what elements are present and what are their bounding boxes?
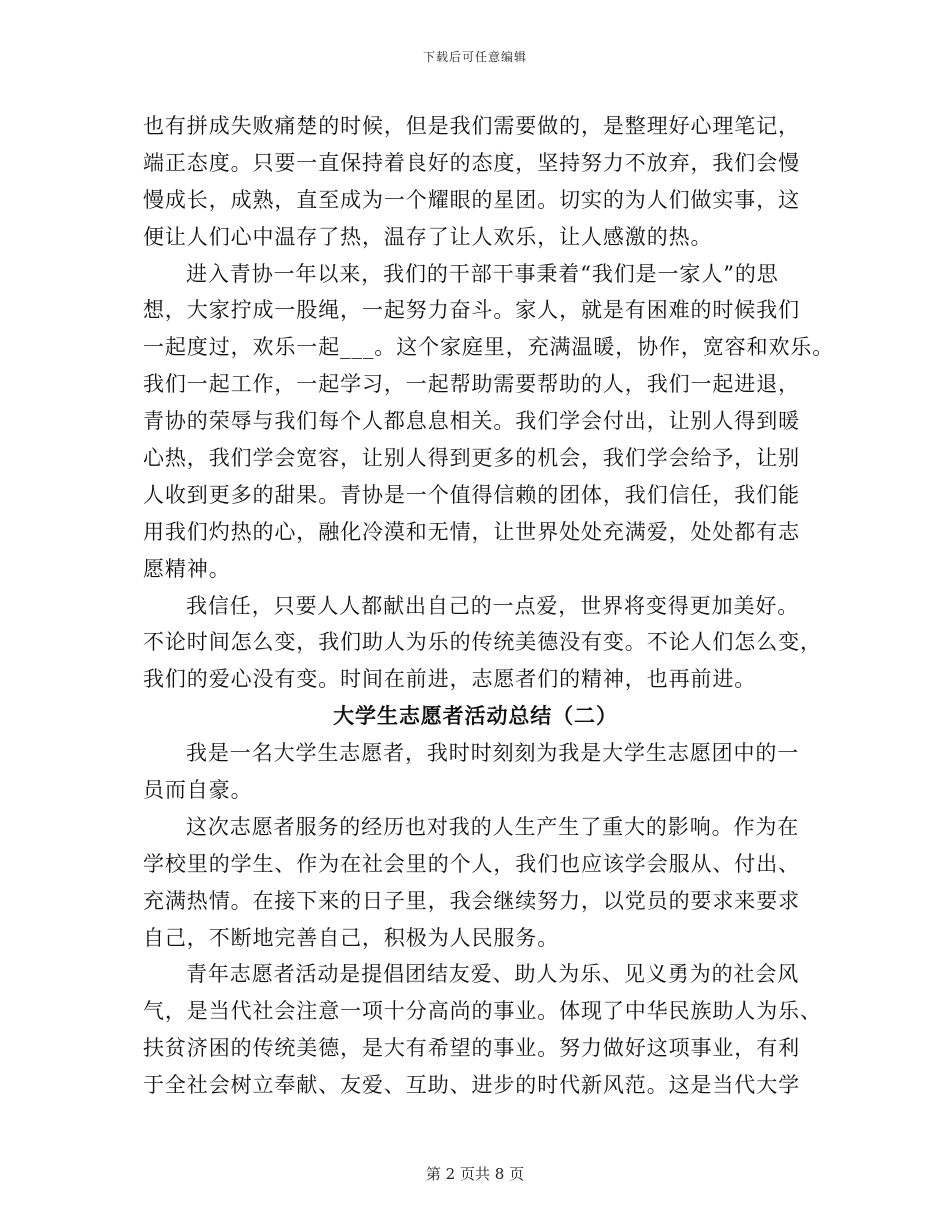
text-line: 一起度过，欢乐一起___。这个家庭里，充满温暖，协作，宽容和欢乐。: [143, 335, 835, 360]
text-line: 气，是当代社会注意一项十分高尚的事业。体现了中华民族助人为乐、: [143, 999, 822, 1024]
text-line: 用我们灼热的心，融化冷漠和无情，让世界处处充满爱，处处都有志: [143, 519, 800, 544]
text-line: 充满热情。在接下来的日子里，我会继续努力，以党员的要求来要求: [143, 888, 800, 913]
page-header: 下载后可任意编辑: [422, 50, 527, 64]
page-footer: 第 2 页共 8 页: [425, 1165, 525, 1183]
text-line: 自己，不断地完善自己，积极为人民服务。: [143, 925, 560, 950]
text-line: 这次志愿者服务的经历也对我的人生产生了重大的影响。作为在: [186, 814, 800, 839]
text-line: 不论时间怎么变，我们助人为乐的传统美德没有变。不论人们怎么变，: [143, 630, 822, 655]
text-line: 青年志愿者活动是提倡团结友爱、助人为乐、见义勇为的社会风: [186, 962, 800, 987]
text-line: 端正态度。只要一直保持着良好的态度，坚持努力不放弃，我们会慢: [143, 150, 800, 175]
section-heading: 大学生志愿者活动总结（二）: [333, 703, 618, 729]
text-line: 员而自豪。: [143, 778, 253, 803]
text-line: 学校里的学生、作为在社会里的个人，我们也应该学会服从、付出、: [143, 851, 800, 876]
text-line: 扶贫济困的传统美德，是大有希望的事业。努力做好这项事业，有利: [143, 1036, 800, 1061]
text-line: 于全社会树立奉献、友爱、互助、进步的时代新风范。这是当代大学: [143, 1073, 800, 1098]
text-line: 慢成长，成熟，直至成为一个耀眼的星团。切实的为人们做实事，这: [143, 187, 800, 212]
text-line: 心热，我们学会宽容，让别人得到更多的机会，我们学会给予，让别: [143, 446, 800, 471]
document-body: [143, 108, 835, 1104]
text-line: 愿精神。: [143, 556, 231, 581]
text-line: 便让人们心中温存了热，温存了让人欢乐，让人感激的热。: [143, 224, 713, 249]
text-line: 也有拼成失败痛楚的时候，但是我们需要做的，是整理好心理笔记，: [143, 114, 800, 138]
text-line: 进入青协一年以来，我们的干部干事秉着“我们是一家人”的思: [186, 261, 779, 286]
text-line: 我信任，只要人人都献出自己的一点爱，世界将变得更加美好。: [186, 593, 800, 618]
text-line: 青协的荣辱与我们每个人都息息相关。我们学会付出，让别人得到暖: [143, 409, 800, 434]
text-line: 想，大家拧成一股绳，一起努力奋斗。家人，就是有困难的时候我们: [143, 298, 800, 323]
text-line: 我是一名大学生志愿者，我时时刻刻为我是大学生志愿团中的一: [186, 741, 800, 766]
text-line: 人收到更多的甜果。青协是一个值得信赖的团体，我们信任，我们能: [143, 482, 800, 507]
text-line: 我们的爱心没有变。时间在前进，志愿者们的精神，也再前进。: [143, 667, 757, 692]
text-line: 我们一起工作，一起学习，一起帮助需要帮助的人，我们一起进退，: [143, 372, 800, 397]
